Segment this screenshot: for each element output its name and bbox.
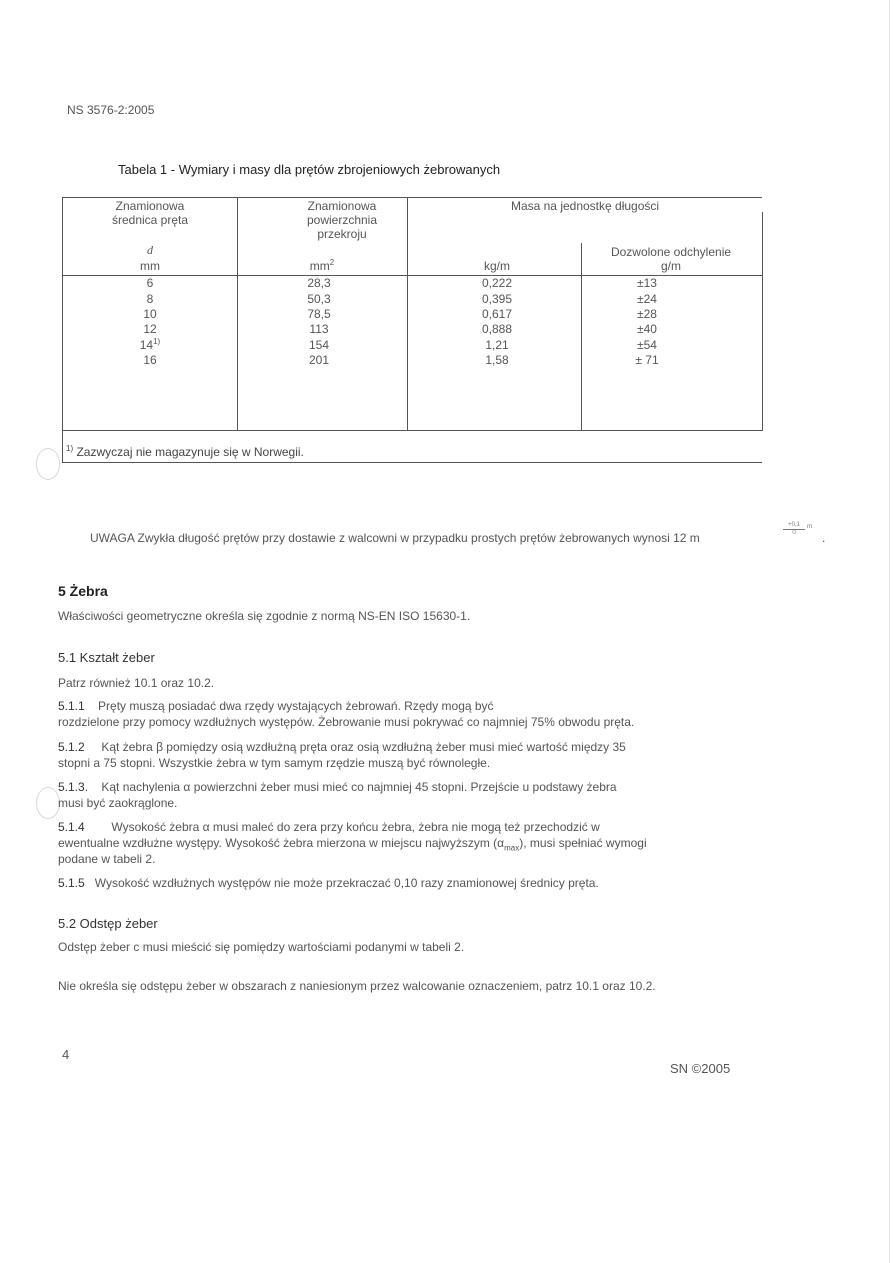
- para-5-1-5: [58, 876, 599, 890]
- cell-deviation: ±13: [637, 276, 657, 290]
- cell-mass: 0,222: [481, 276, 513, 290]
- para-5-1-3-cont: musi być zaokrąglone.: [58, 796, 178, 810]
- para-text: Kąt żebra β pomiędzy osią wzdłużną pręta oraz osią wzdłużną żeber musi mieć wartość między 35: [101, 740, 626, 754]
- col4-header: Dozwolone odchylenie: [610, 245, 732, 259]
- para-number: 5.1.5: [58, 876, 85, 890]
- section-5-2-title: 5.2 Odstęp żeber: [58, 916, 158, 931]
- col2-header: [255, 199, 429, 241]
- cell-area: 28,3: [307, 276, 331, 290]
- para-number: 5.1.4: [58, 820, 85, 834]
- page-edge: [889, 0, 890, 1263]
- section-5-text: Właściwości geometryczne określa się zgodnie z normą NS-EN ISO 15630-1.: [58, 609, 471, 623]
- cell-deviation: ±24: [637, 292, 657, 306]
- copyright: SN ©2005: [670, 1061, 731, 1076]
- cell-diameter: 12: [143, 322, 157, 336]
- col2-header-line1: Znamionowa: [307, 199, 377, 213]
- table-caption: Tabela 1 - Wymiary i masy dla prętów zbrojeniowych żebrowanych: [118, 162, 501, 177]
- para-text: ), musi spełniać wymogi: [519, 836, 647, 850]
- length-tolerance: [783, 522, 805, 537]
- footnote-bottom-line: [62, 462, 762, 463]
- page-number: 4: [62, 1047, 70, 1062]
- col2-unit: [235, 259, 409, 273]
- col1-header: [63, 199, 237, 227]
- col4-unit: g/m: [660, 259, 681, 273]
- section-5-1-intro: Patrz również 10.1 oraz 10.2.: [58, 676, 215, 690]
- tolerance-upper: +0,1: [783, 522, 805, 530]
- cell-area: 78,5: [307, 307, 331, 321]
- col2-unit-text: mm: [309, 259, 330, 273]
- para-text: Wysokość wzdłużnych występów nie może przekraczać 0,10 razy znamionowej średnicy pręta.: [94, 876, 599, 890]
- footnote-marker: 1): [153, 337, 161, 346]
- section-5-2-text: Odstęp żeber c musi mieścić się pomiędzy wartościami podanymi w tabeli 2.: [58, 940, 465, 954]
- note-end: .: [822, 531, 826, 545]
- cell-mass: 1,21: [485, 338, 509, 352]
- cell-mass: 0,888: [481, 322, 513, 336]
- para-text: Kąt nachylenia α powierzchni żeber musi mieć co najmniej 45 stopni. Przejście u podstawy żebra: [101, 780, 617, 794]
- col2-header-line2: powierzchnia: [306, 213, 378, 227]
- para-5-1-2: [58, 740, 626, 754]
- para-text: ewentualne wzdłużne występy. Wysokość żebra mierzona w miejscu najwyższym (α: [58, 836, 505, 850]
- section-5-1-title: 5.1 Kształt żeber: [58, 650, 155, 665]
- cell-area: 50,3: [307, 292, 331, 306]
- col2-unit-exp: 2: [329, 258, 335, 267]
- para-5-1-2-cont: stopni a 75 stopni. Wszystkie żebra w tym samym rzędzie muszą być równoległe.: [58, 756, 491, 770]
- para-number: 5.1.3.: [58, 780, 89, 794]
- para-text: Pręty muszą posiadać dwa rzędy wystających żebrowań. Rzędy mogą być: [98, 699, 494, 713]
- cell-deviation: ± 71: [635, 353, 659, 367]
- cell-diameter: 16: [143, 353, 157, 367]
- col1-unit: mm: [140, 259, 160, 273]
- cell-diameter: 6: [146, 276, 154, 290]
- section-5-title: 5 Żebra: [58, 583, 108, 599]
- col-divider-1: [237, 197, 238, 431]
- para-5-1-4-end: podane w tabeli 2.: [58, 852, 156, 866]
- col1-header-line1: Znamionowa: [115, 199, 185, 213]
- col3-unit: kg/m: [483, 259, 510, 273]
- para-text: Wysokość żebra α musi maleć do zera przy końcu żebra, żebra nie mogą też przechodzić w: [111, 820, 600, 834]
- cell-deviation: ±54: [637, 338, 657, 352]
- cell-diameter-value: 14: [139, 338, 154, 352]
- standard-header: NS 3576-2:2005: [67, 103, 155, 117]
- para-5-1-1-cont: rozdzielone przy pomocy wzdłużnych występów. Żebrowanie musi pokrywać co najmniej 75% obwodu pręta.: [58, 715, 635, 729]
- col1-header-line2: średnica pręta: [111, 213, 189, 227]
- cell-diameter: 10: [143, 307, 157, 321]
- col2-header-line3: przekroju: [317, 227, 367, 241]
- cell-mass: 0,617: [481, 307, 513, 321]
- para-5-1-1: [58, 699, 494, 713]
- punch-hole-mark: [36, 787, 60, 819]
- section-5-2-text-2: Nie określa się odstępu żeber w obszarach z naniesionym przez walcowanie oznaczeniem, patrz 10.1 oraz 10.2.: [58, 979, 656, 993]
- footnote-text: Zazwyczaj nie magazynuje się w Norwegii.: [76, 445, 304, 459]
- cell-diameter: 8: [146, 292, 154, 306]
- mass-group-header: Masa na jednostkę długości: [510, 199, 660, 213]
- footnote-mark: 1): [66, 444, 74, 453]
- cell-area: 201: [308, 353, 330, 367]
- table-bottom-line: [62, 430, 762, 431]
- para-number: 5.1.2: [58, 740, 85, 754]
- para-5-1-3: [58, 780, 617, 794]
- col1-symbol: d: [147, 243, 153, 257]
- table-footnote: [66, 445, 304, 459]
- cell-mass: 0,395: [481, 292, 513, 306]
- table-right-border: [762, 212, 763, 431]
- tolerance-lower: 0: [792, 530, 796, 536]
- cell-deviation: ±28: [637, 307, 657, 321]
- para-number: 5.1.1: [58, 699, 85, 713]
- alpha-max-subscript: max: [504, 843, 520, 853]
- table-left-border: [62, 197, 63, 463]
- cell-diameter: [110, 338, 190, 352]
- note-text: UWAGA Zwykła długość prętów przy dostawie z walcowni w przypadku prostych prętów żebrowanych wynosi 12 m: [90, 531, 700, 545]
- cell-deviation: ±40: [637, 322, 657, 336]
- para-5-1-4-cont: [58, 836, 647, 852]
- para-5-1-4: [58, 820, 600, 834]
- punch-hole-mark: [36, 448, 60, 480]
- table-top-line: [62, 197, 762, 198]
- cell-mass: 1,58: [485, 353, 509, 367]
- tolerance-unit: m: [807, 524, 812, 530]
- cell-area: 113: [309, 322, 329, 336]
- cell-area: 154: [308, 338, 330, 352]
